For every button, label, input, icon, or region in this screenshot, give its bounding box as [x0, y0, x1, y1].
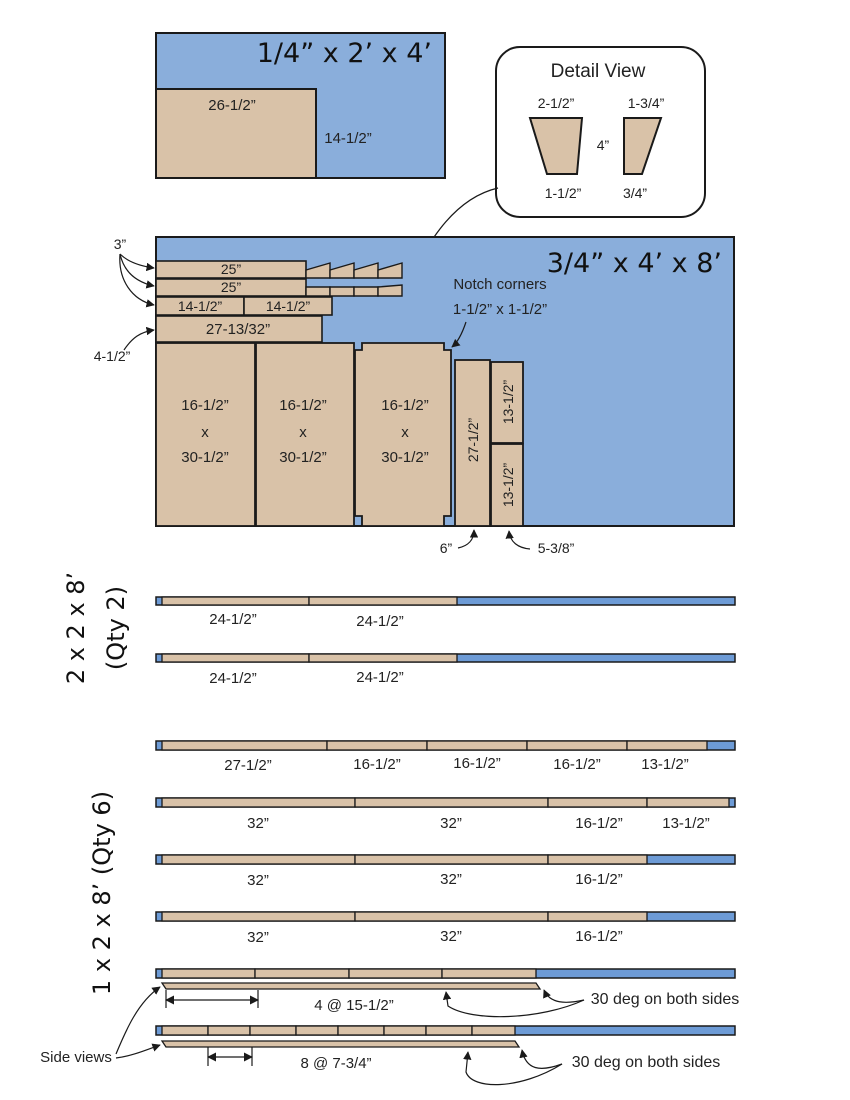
- board-1x2-6-cut-h: [472, 1026, 515, 1035]
- side-views-label: Side views: [40, 1049, 112, 1066]
- board-1x2-6-cut-b: [208, 1026, 250, 1035]
- notch-note-2: 1-1/2” x 1-1/2”: [452, 301, 548, 318]
- board-1x2-2-label-d: 13-1/2”: [662, 815, 710, 832]
- detail-height-label: 4”: [596, 137, 610, 153]
- board-1x2-4-label-c: 16-1/2”: [575, 928, 623, 945]
- strip-1-label: 25”: [220, 261, 242, 277]
- panel-3-x: x: [401, 424, 409, 441]
- boards-1x2-label: 1 x 2 x 8’ (Qty 6): [88, 790, 116, 996]
- board-1x2-1-label-d: 16-1/2”: [553, 756, 601, 773]
- detail-left-top-label: 2-1/2”: [537, 95, 575, 111]
- board-1x2-6-note: 30 deg on both sides: [571, 1054, 721, 1071]
- board-1x2-4-cut-b: [355, 912, 548, 921]
- board-1x2-2-cut-a: [162, 798, 355, 807]
- small-piece-2-label: 13-1/2”: [500, 462, 516, 508]
- boards-2x2-group: [62, 572, 735, 687]
- board-1x2-2-cut-d: [647, 798, 729, 807]
- board-1x2-4-cut-a: [162, 912, 355, 921]
- board-1x2-5-cut-c: [349, 969, 442, 978]
- board-1x2-4-cut-c: [548, 912, 647, 921]
- board-1x2-2-label-c: 16-1/2”: [575, 815, 623, 832]
- panel-2-x: x: [299, 424, 307, 441]
- board-1x2-6-cut-e: [338, 1026, 384, 1035]
- boards-1x2-group: [40, 741, 739, 1085]
- board-1x2-5-label: 4 @ 15-1/2”: [314, 997, 394, 1014]
- panel-2-w: 16-1/2”: [279, 397, 327, 414]
- detail-left-bottom-label: 1-1/2”: [544, 185, 582, 201]
- plywood-quarter-title: 1/4” x 2’ x 4’: [256, 38, 432, 69]
- strip-4-arrow: [124, 330, 154, 350]
- board-1x2-6-cut-c: [250, 1026, 296, 1035]
- board-1x2-3-cut-b: [355, 855, 548, 864]
- detail-right-top-label: 1-3/4”: [627, 95, 665, 111]
- board-1x2-1-cut-a: [162, 741, 327, 750]
- board-1x2-6-cut-a: [162, 1026, 208, 1035]
- board-2x2-1-label-a: 24-1/2”: [209, 611, 257, 628]
- board-1x2-5-angle-arrow-a: [446, 992, 584, 1017]
- board-2x2-1-label-b: 24-1/2”: [356, 613, 404, 630]
- board-1x2-6-angle-arrow-b: [522, 1050, 562, 1068]
- board-1x2-2-label-b: 32”: [440, 815, 462, 832]
- strip-2-label: 25”: [220, 279, 242, 295]
- board-1x2-1-label-c: 16-1/2”: [453, 755, 501, 772]
- tall-piece-label: 27-1/2”: [465, 417, 481, 463]
- board-2x2-2-label-a: 24-1/2”: [209, 670, 257, 687]
- board-1x2-1-label-b: 16-1/2”: [353, 756, 401, 773]
- panel-1-x: x: [201, 424, 209, 441]
- board-2x2-2-cut-b: [309, 654, 457, 662]
- board-1x2-3-label-b: 32”: [440, 871, 462, 888]
- strip-width-note: 3”: [113, 236, 127, 252]
- board-1x2-1-cut-c: [427, 741, 527, 750]
- strip-4-width-note: 4-1/2”: [93, 348, 131, 364]
- panel-3-w: 16-1/2”: [381, 397, 429, 414]
- plywood-quarter-height-label: 14-1/2”: [324, 130, 372, 147]
- small-piece-1-label: 13-1/2”: [500, 379, 516, 425]
- board-1x2-3-cut-c: [548, 855, 647, 864]
- panel-2-h: 30-1/2”: [279, 449, 327, 466]
- detail-view-group: [496, 47, 705, 217]
- board-1x2-3-label-a: 32”: [247, 872, 269, 889]
- side-views-arrow-a: [116, 987, 160, 1054]
- panel-1-h: 30-1/2”: [181, 449, 229, 466]
- board-1x2-1-label-a: 27-1/2”: [224, 757, 272, 774]
- board-1x2-5-cut-a: [162, 969, 255, 978]
- panel-3-h: 30-1/2”: [381, 449, 429, 466]
- board-1x2-1-cut-b: [327, 741, 427, 750]
- board-1x2-5-side-view: [162, 983, 540, 989]
- board-1x2-2-label-a: 32”: [247, 815, 269, 832]
- board-1x2-4-label-b: 32”: [440, 928, 462, 945]
- board-1x2-1-label-e: 13-1/2”: [641, 756, 689, 773]
- board-1x2-6-cut-g: [426, 1026, 472, 1035]
- board-1x2-2-cut-c: [548, 798, 647, 807]
- boards-2x2-label-1: 2 x 2 x 8’: [62, 571, 90, 685]
- board-2x2-2-cut-a: [162, 654, 309, 662]
- bottom-note-2-arrow: [509, 531, 530, 549]
- board-1x2-6-side-view: [162, 1041, 519, 1047]
- bottom-note-1-arrow: [458, 530, 474, 548]
- board-2x2-1-cut-a: [162, 597, 309, 605]
- plywood-quarter-group: [156, 33, 445, 178]
- plywood-three-quarter-group: [94, 236, 734, 556]
- board-1x2-3-label-c: 16-1/2”: [575, 871, 623, 888]
- bottom-note-2: 5-3/8”: [537, 540, 575, 556]
- side-views-arrow-b: [116, 1045, 160, 1058]
- board-1x2-1-cut-d: [527, 741, 627, 750]
- bottom-note-1: 6”: [439, 540, 453, 556]
- board-1x2-6-label: 8 @ 7-3/4”: [300, 1055, 372, 1072]
- board-1x2-5-note: 30 deg on both sides: [590, 991, 740, 1008]
- strip-3b-label: 14-1/2”: [265, 298, 311, 314]
- board-1x2-3-cut-a: [162, 855, 355, 864]
- board-1x2-5-cut-d: [442, 969, 536, 978]
- detail-right-bottom-label: 3/4”: [622, 185, 648, 201]
- strip-width-arrows: [120, 254, 154, 305]
- strip-3a-label: 14-1/2”: [177, 298, 223, 314]
- panel-1-w: 16-1/2”: [181, 397, 229, 414]
- plywood-three-quarter-title: 3/4” x 4’ x 8’: [546, 248, 722, 279]
- board-1x2-5-cut-b: [255, 969, 349, 978]
- plywood-quarter-width-label: 26-1/2”: [208, 97, 256, 114]
- notch-note-1: Notch corners: [453, 276, 547, 293]
- board-1x2-6-cut-d: [296, 1026, 338, 1035]
- strip-4-label: 27-13/32”: [205, 321, 271, 338]
- board-1x2-2-cut-b: [355, 798, 548, 807]
- detail-view-title: Detail View: [550, 61, 646, 82]
- board-1x2-5-angle-arrow-b: [544, 990, 584, 1002]
- board-1x2-6-cut-f: [384, 1026, 426, 1035]
- strip-2-notches: [306, 285, 402, 296]
- board-2x2-1-cut-b: [309, 597, 457, 605]
- board-1x2-4-label-a: 32”: [247, 929, 269, 946]
- board-2x2-2-label-b: 24-1/2”: [356, 669, 404, 686]
- boards-2x2-label-2: (Qty 2): [102, 585, 130, 671]
- board-1x2-1-cut-e: [627, 741, 707, 750]
